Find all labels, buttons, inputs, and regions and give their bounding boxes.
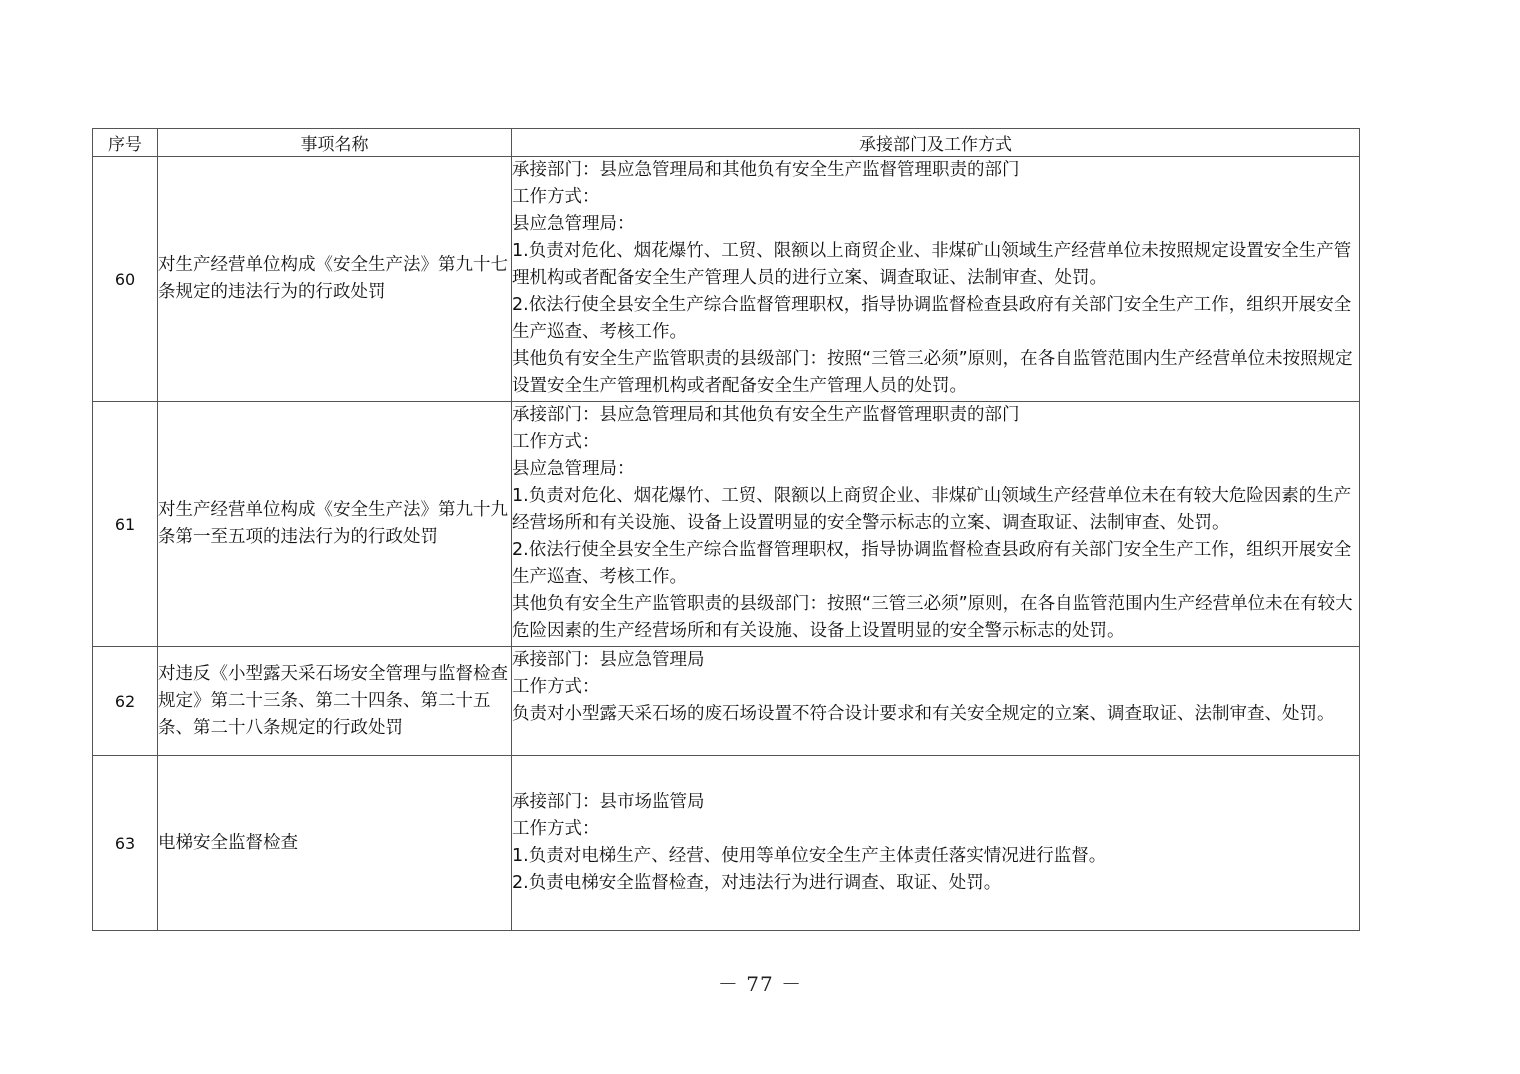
row-number: 62 [93, 647, 158, 756]
method-line: 工作方式： [512, 677, 600, 697]
row-item-name: 对生产经营单位构成《安全生产法》第九十七条规定的违法行为的行政处罚 [158, 157, 512, 402]
method-line: 1.负责对危化、烟花爆竹、工贸、限额以上商贸企业、非煤矿山领域生产经营单位未在有较大危险因素的生产经营场所和有关设施、设备上设置明显的安全警示标志的立案、调查取证、法制审查、处罚。 [512, 486, 1352, 533]
method-line: 承接部门：县市场监管局 [512, 792, 705, 812]
row-method [512, 756, 1360, 931]
method-line: 承接部门：县应急管理局 [512, 650, 705, 670]
method-line: 2.依法行使全县安全生产综合监督管理职权，指导协调监督检查县政府有关部门安全生产工作，组织开展安全生产巡查、考核工作。 [512, 295, 1352, 342]
method-line: 承接部门：县应急管理局和其他负有安全生产监督管理职责的部门 [512, 160, 1020, 180]
row-number: 63 [93, 756, 158, 931]
method-line: 其他负有安全生产监管职责的县级部门：按照“三管三必须”原则，在各自监管范围内生产经营单位未按照规定设置安全生产管理机构或者配备安全生产管理人员的处罚。 [512, 349, 1353, 396]
method-line: 其他负有安全生产监管职责的县级部门：按照“三管三必须”原则，在各自监管范围内生产经营单位未在有较大危险因素的生产经营场所和有关设施、设备上设置明显的安全警示标志的处罚。 [512, 594, 1353, 641]
table-header-row [93, 129, 1360, 157]
row-item-name: 电梯安全监督检查 [158, 756, 512, 931]
method-line: 县应急管理局： [512, 214, 635, 234]
row-number: 60 [93, 157, 158, 402]
method-line: 1.负责对电梯生产、经营、使用等单位安全生产主体责任落实情况进行监督。 [512, 846, 1107, 866]
method-line: 县应急管理局： [512, 459, 635, 479]
page-number: － 77 － [717, 972, 803, 996]
method-line: 工作方式： [512, 819, 600, 839]
method-line: 承接部门：县应急管理局和其他负有安全生产监督管理职责的部门 [512, 405, 1020, 425]
method-line: 2.负责电梯安全监督检查，对违法行为进行调查、取证、处罚。 [512, 873, 1002, 893]
row-number: 61 [93, 402, 158, 647]
row-method [512, 157, 1360, 402]
method-line: 2.依法行使全县安全生产综合监督管理职权，指导协调监督检查县政府有关部门安全生产工作，组织开展安全生产巡查、考核工作。 [512, 540, 1352, 587]
method-line: 工作方式： [512, 187, 600, 207]
row-item-name: 对违反《小型露天采石场安全管理与监督检查规定》第二十三条、第二十四条、第二十五条、第二十八条规定的行政处罚 [158, 647, 512, 756]
row-item-name: 对生产经营单位构成《安全生产法》第九十九条第一至五项的违法行为的行政处罚 [158, 402, 512, 647]
header-item-name: 事项名称 [158, 129, 512, 157]
header-department-and-method: 承接部门及工作方式 [512, 129, 1360, 157]
matters-table [92, 128, 1360, 931]
method-line: 工作方式： [512, 432, 600, 452]
header-serial-number: 序号 [93, 129, 158, 157]
table-row [93, 756, 1360, 931]
row-method [512, 647, 1360, 756]
table-row [93, 647, 1360, 756]
table-row [93, 157, 1360, 402]
method-line: 1.负责对危化、烟花爆竹、工贸、限额以上商贸企业、非煤矿山领域生产经营单位未按照规定设置安全生产管理机构或者配备安全生产管理人员的进行立案、调查取证、法制审查、处罚。 [512, 241, 1352, 288]
row-method [512, 402, 1360, 647]
method-line: 负责对小型露天采石场的废石场设置不符合设计要求和有关安全规定的立案、调查取证、法制审查、处罚。 [512, 704, 1335, 724]
table-row [93, 402, 1360, 647]
